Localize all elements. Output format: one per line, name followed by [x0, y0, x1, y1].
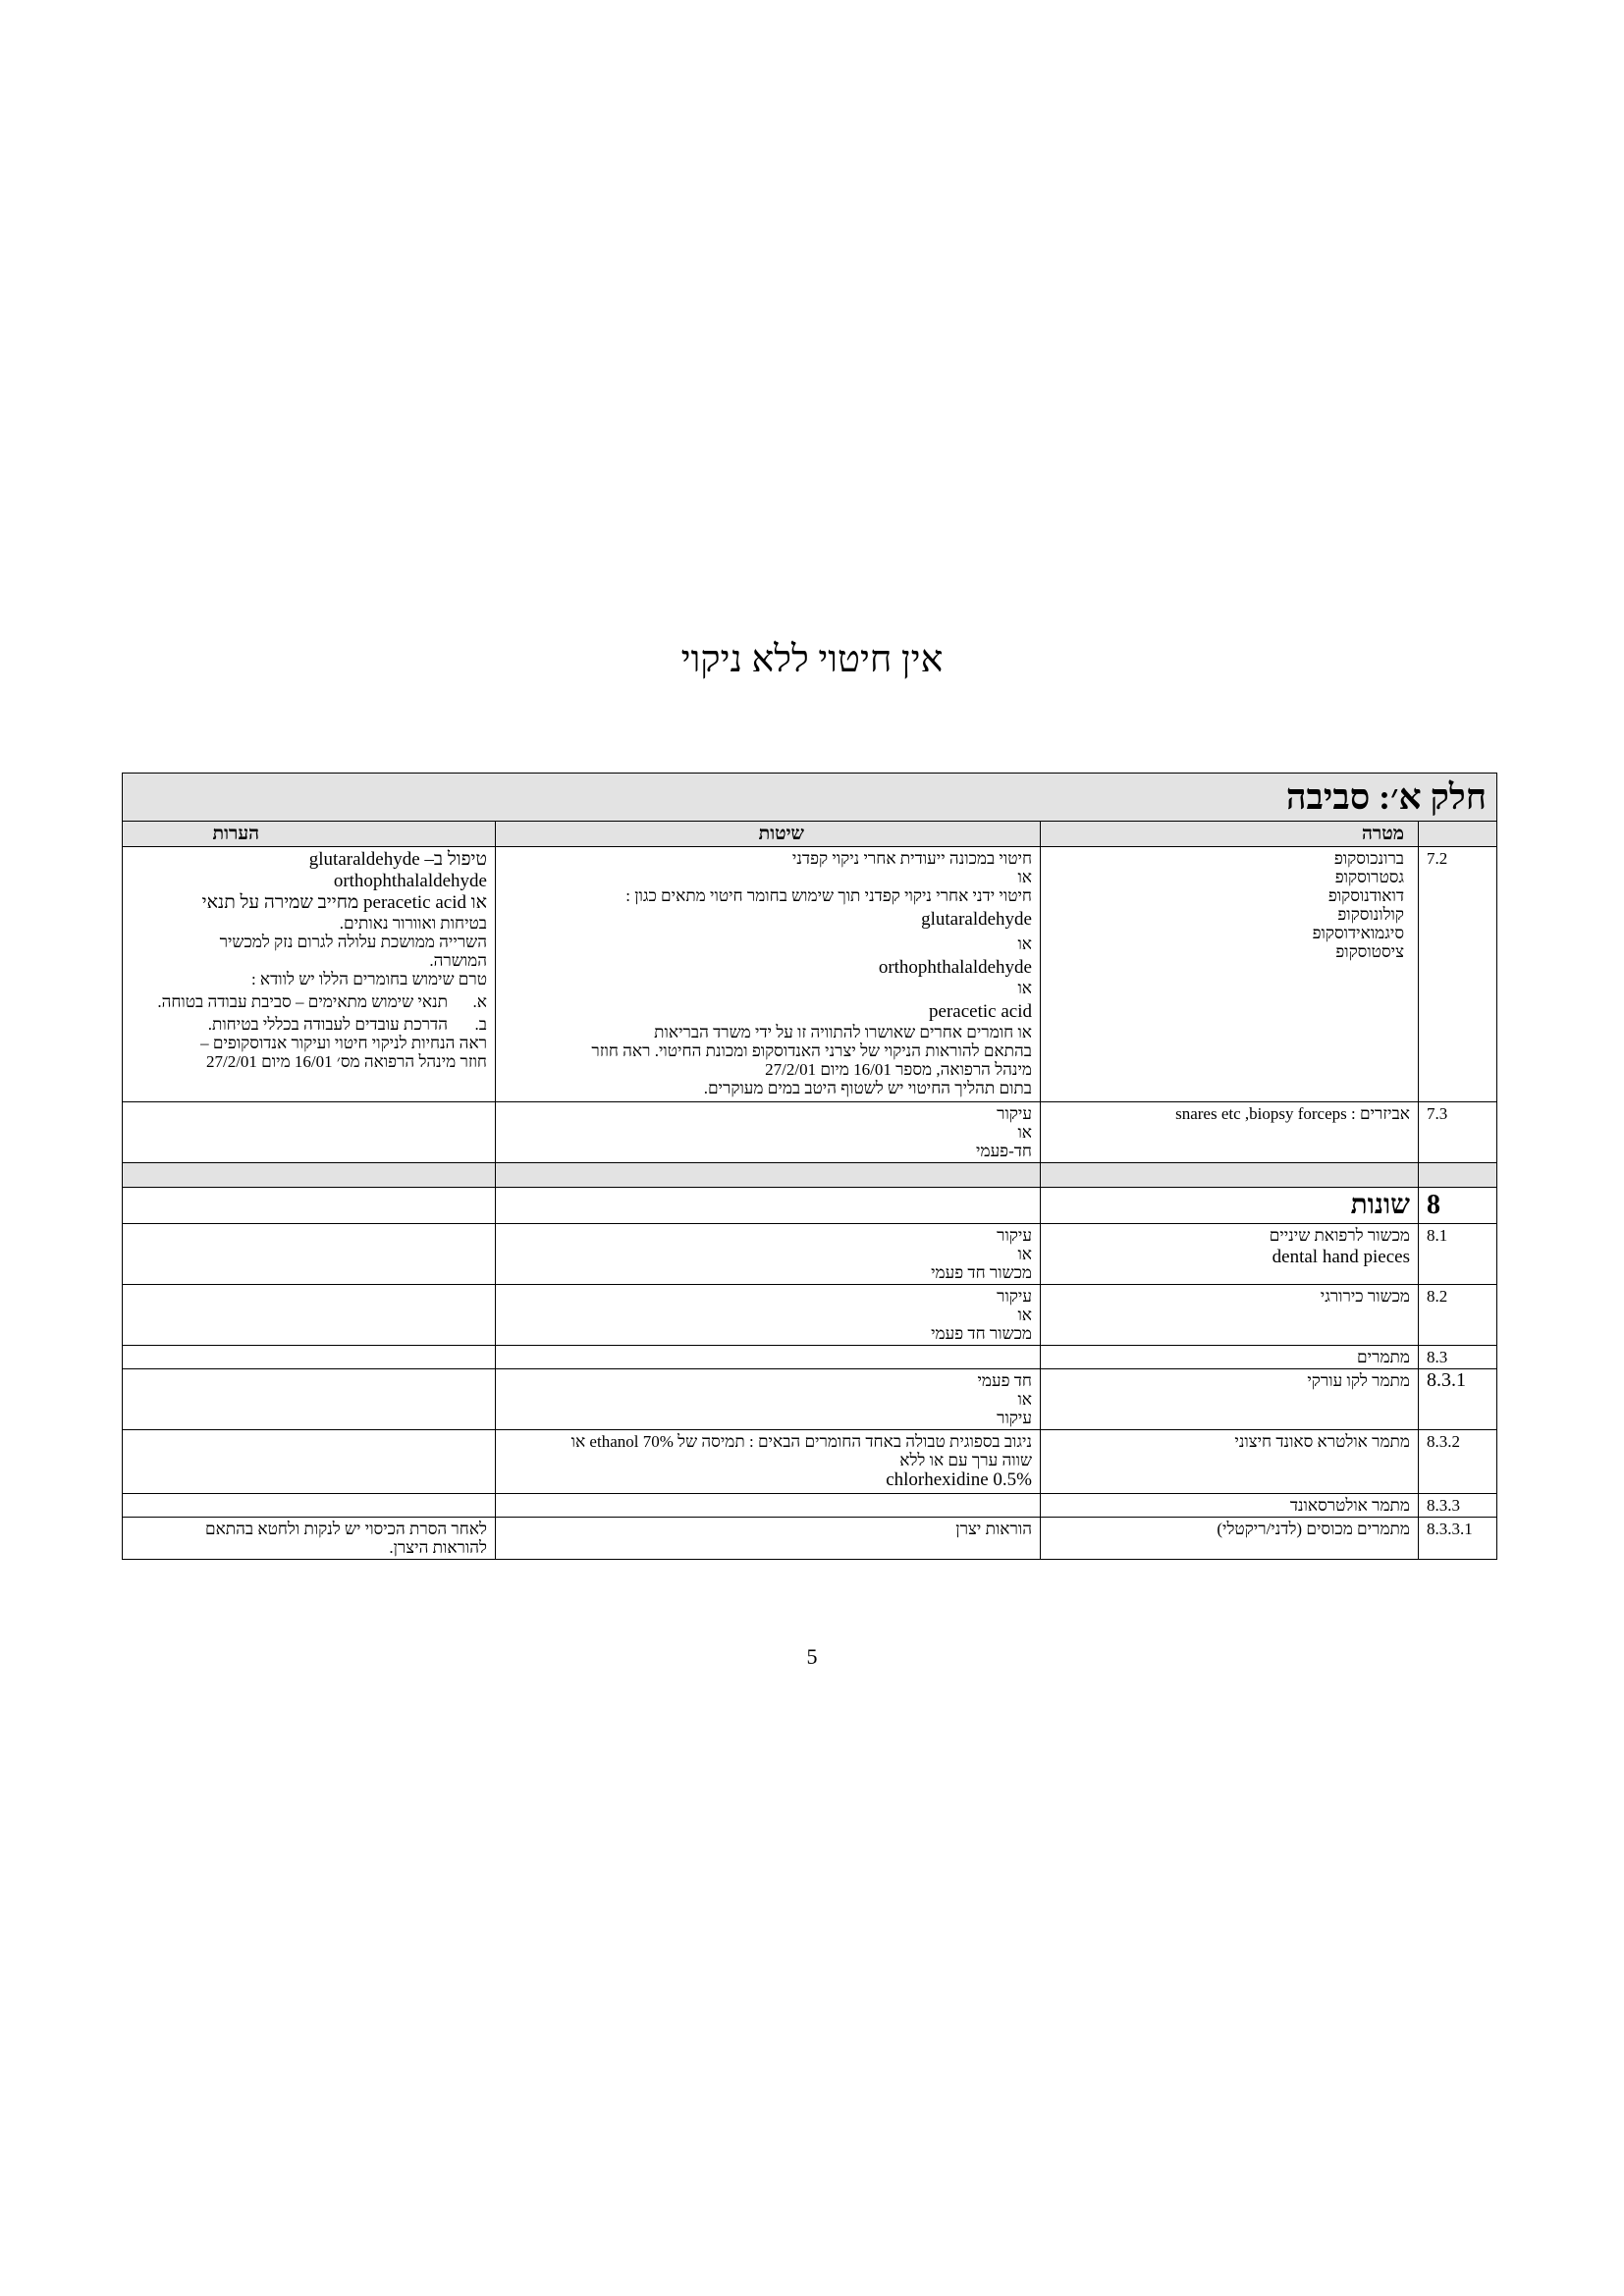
target-item: ציסטוסקופ [1335, 942, 1404, 961]
methods-cell [496, 1102, 1041, 1163]
target-cell: מתמרים [1041, 1346, 1419, 1369]
methods-line: חיטוי במכונה ייעודית אחרי ניקוי קפדני [791, 849, 1032, 868]
notes-line: להוראות היצרן. [389, 1538, 487, 1557]
row-number: 8.1 [1419, 1224, 1497, 1285]
target-cell: מתמר לקו עורקי [1041, 1369, 1419, 1430]
target-line: מכשור לרפואת שיניים [1269, 1226, 1410, 1245]
methods-line: חיטוי ידני אחרי ניקוי קפדני תוך שימוש בחומר חיטוי מתאים כגון : [625, 886, 1032, 905]
methods-line: עיקור [997, 1226, 1032, 1245]
methods-cell [496, 1430, 1041, 1494]
methods-line: או [1017, 868, 1032, 886]
methods-line: או [1017, 979, 1032, 997]
methods-line: ניגוב בספוגית טבולה באחד החומרים הבאים : תמיסה של 70% ethanol או [570, 1432, 1032, 1451]
methods-cell: הוראות יצרן [496, 1518, 1041, 1560]
target-cell: אביזרים : snares etc ,biopsy forceps [1041, 1102, 1419, 1163]
methods-line: מכשור חד פעמי [931, 1263, 1032, 1282]
methods-line: או חומרים אחרים שאושרו להתוויה זו על ידי משרד הבריאות [654, 1023, 1032, 1041]
page-number: 5 [806, 1644, 818, 1669]
list-text: תנאי שימוש מתאימים – סביבת עבודה בטוחה. [157, 992, 448, 1011]
list-text: הדרכת עובדים לעבודה בכללי בטיחות. [207, 1015, 448, 1034]
notes-cell [122, 1102, 495, 1163]
list-marker: א. [472, 992, 487, 1011]
notes-line: בטיחות ואוורור נאותים. [339, 914, 487, 933]
disinfection-table-container [123, 773, 1497, 1560]
notes-list-item-b [131, 1015, 487, 1034]
methods-line: מכשור חד פעמי [931, 1324, 1032, 1343]
methods-line: או [1017, 1123, 1032, 1142]
notes-cell [122, 847, 495, 1102]
methods-cell [496, 1285, 1041, 1346]
methods-line: חד פעמי [977, 1371, 1032, 1390]
table-row-8-3-1 [122, 1369, 1496, 1430]
part-a-row [122, 774, 1496, 822]
page-title: אין חיטוי ללא ניקוי [680, 639, 944, 680]
section-number: 8 [1419, 1188, 1497, 1224]
header-row [122, 822, 1496, 847]
notes-list-item-a [131, 992, 487, 1011]
notes-line: orthophthalaldehyde [333, 871, 487, 891]
section-title: שונות [1041, 1188, 1419, 1224]
table-row-8-1 [122, 1224, 1496, 1285]
row-number: 8.2 [1419, 1285, 1497, 1346]
target-cell: מתמר אולטרסאונד [1041, 1494, 1419, 1518]
target-cell: מתמר אולטרא סאונד חיצוני [1041, 1430, 1419, 1494]
target-cell [1041, 847, 1419, 1102]
methods-line: מינהל הרפואה, מספר 16/01 מיום 27/2/01 [765, 1060, 1032, 1079]
notes-cell [122, 1518, 495, 1560]
notes-line: או peracetic acid מחייב שמירה על תנאי [201, 892, 487, 913]
methods-line: בתום תהליך החיטוי יש לשטוף היטב במים מעוקרים. [703, 1079, 1032, 1097]
table-row-8-3-3-1 [122, 1518, 1496, 1560]
methods-line: חד-פעמי [976, 1142, 1032, 1160]
row-number: 8.3.1 [1419, 1369, 1497, 1430]
row-number: 8.3 [1419, 1346, 1497, 1369]
target-item: קולונוסקופ [1337, 905, 1404, 924]
methods-line: שווה ערך עם או ללא [899, 1451, 1032, 1469]
notes-cell [122, 1285, 495, 1346]
header-num [1419, 822, 1497, 847]
row-number: 8.3.2 [1419, 1430, 1497, 1494]
table-row-8-3-3 [122, 1494, 1496, 1518]
methods-line: glutaraldehyde [921, 909, 1032, 930]
target-item: ברונכוסקופ [1333, 849, 1404, 868]
header-target: מטרה [1041, 822, 1419, 847]
disinfection-table [122, 773, 1497, 1560]
target-line: dental hand pieces [1272, 1247, 1410, 1267]
methods-line: בהתאם להוראות הניקוי של יצרני האנדוסקופ ומכונת החיטוי. ראה חוזר [591, 1041, 1032, 1060]
notes-line: טרם שימוש בחומרים הללו יש לוודא : [250, 970, 487, 988]
table-row-8-2 [122, 1285, 1496, 1346]
list-marker: ב. [474, 1015, 487, 1034]
notes-cell [122, 1224, 495, 1285]
methods-line: chlorhexidine 0.5% [886, 1469, 1032, 1490]
methods-line: או [1017, 1390, 1032, 1409]
methods-cell [496, 847, 1041, 1102]
table-row-7-2 [122, 847, 1496, 1102]
methods-cell [496, 1369, 1041, 1430]
target-cell: מתמרים מכוסים (לדני/ריקטלי) [1041, 1518, 1419, 1560]
methods-line: orthophthalaldehyde [878, 957, 1032, 978]
table-row-8-3 [122, 1346, 1496, 1369]
methods-line: או [1017, 934, 1032, 953]
section-8-row [122, 1188, 1496, 1224]
header-methods: שיטות [496, 822, 1041, 847]
target-item: סיגמואידוסקופ [1312, 924, 1404, 942]
notes-line: טיפול ב– glutaraldehyde [308, 849, 487, 870]
notes-cell [122, 1430, 495, 1494]
methods-cell [496, 1224, 1041, 1285]
notes-line: ראה הנחיות לניקוי חיטוי ועיקור אנדוסקופים – [200, 1034, 487, 1052]
methods-line: עיקור [997, 1409, 1032, 1427]
target-item: דואודנוסקופ [1327, 886, 1404, 905]
target-cell [1041, 1224, 1419, 1285]
methods-line: peracetic acid [929, 1001, 1032, 1022]
separator-row [122, 1163, 1496, 1188]
methods-line: עיקור [997, 1287, 1032, 1306]
target-cell: מכשור כירורגי [1041, 1285, 1419, 1346]
table-row-8-3-2 [122, 1430, 1496, 1494]
target-item: גסטרוסקופ [1334, 868, 1404, 886]
row-number: 8.3.3.1 [1419, 1518, 1497, 1560]
methods-line: עיקור [997, 1104, 1032, 1123]
table-row-7-3 [122, 1102, 1496, 1163]
row-number: 8.3.3 [1419, 1494, 1497, 1518]
notes-line: לאחר הסרת הכיסוי יש לנקות ולחטא בהתאם [204, 1520, 487, 1538]
methods-line: או [1017, 1245, 1032, 1263]
methods-line: או [1017, 1306, 1032, 1324]
header-notes: הערות [122, 822, 495, 847]
part-a-title: חלק א׳: סביבה [122, 774, 1496, 822]
notes-line: השרייה ממושכת עלולה לגרום נזק למכשיר [219, 933, 487, 951]
row-number: 7.3 [1419, 1102, 1497, 1163]
notes-cell [122, 1369, 495, 1430]
row-number: 7.2 [1419, 847, 1497, 1102]
notes-line: המושרה. [429, 951, 487, 970]
notes-line: חוזר מינהל הרפואה מס׳ 16/01 מיום 27/2/01 [205, 1052, 487, 1071]
